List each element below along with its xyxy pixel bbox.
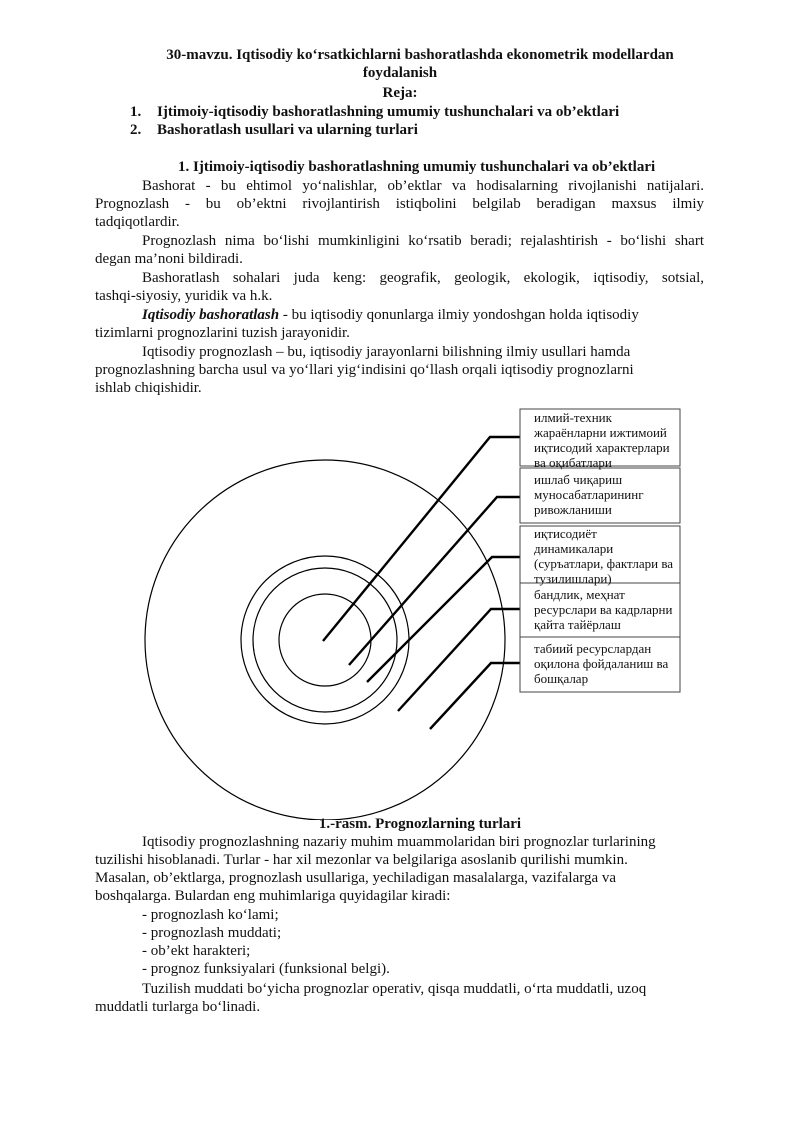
box-4-text [534, 587, 672, 632]
list-item: - prognoz funksiyalari (funksional belgi). [142, 961, 390, 977]
box-line: илмий-техник [534, 410, 612, 425]
plan-label: Reja: [382, 85, 418, 101]
term-iqtisodiy-bashoratlash: Iqtisodiy bashoratlash [142, 307, 280, 323]
plan-item-2-text: Bashoratlash usullari va ularning turlari [157, 122, 418, 138]
box-5-text [534, 641, 668, 686]
list-item: - prognozlash ko‘lami; [142, 907, 279, 923]
section-heading: 1. Ijtimoiy-iqtisodiy bashoratlashning umumiy tushunchalari va ob’ektlari [178, 159, 656, 175]
connector-line-5 [430, 663, 520, 729]
box-line: иқтисодиёт [534, 526, 597, 541]
paragraph-line: boshqalarga. Bulardan eng muhimlariga quyidagilar kiradi: [95, 888, 451, 904]
box-line: оқилона фойдаланиш ва [534, 656, 669, 671]
paragraph-line: Bashorat - bu ehtimol yo‘nalishlar, ob’ektlar va hodisalarning rivojlanishi natijalari. [142, 178, 704, 194]
paragraph-line: Iqtisodiy prognozlashning nazariy muhim muammolaridan biri prognozlar turlarining [142, 834, 656, 850]
paragraph-line: ishlab chiqishidir. [95, 380, 202, 396]
box-line: тузилишлари) [534, 571, 612, 586]
plan-item-1-num: 1. [130, 104, 142, 120]
paragraph-line: Iqtisodiy prognozlash – bu, iqtisodiy jarayonlarni bilishning ilmiy usullari hamda [142, 344, 631, 360]
box-3-text [534, 526, 673, 586]
paragraph-line: Masalan, ob’ektlarga, prognozlash usullariga, yechiladigan masalalarga, vazifalarga va [95, 870, 617, 886]
connector-line-2 [349, 497, 520, 665]
box-1-text [534, 410, 670, 470]
box-line: ишлаб чиқариш [534, 472, 623, 487]
box-line: жараёнларни ижтимоий [534, 425, 667, 440]
paragraph-line: Prognozlash nima bo‘lishi mumkinligini ko‘rsatib beradi; rejalashtirish - bo‘lishi shart [142, 233, 704, 249]
box-line: динамикалари [534, 541, 614, 556]
list-item: - prognozlash muddati; [142, 925, 282, 941]
box-2-text [534, 472, 644, 517]
paragraph-line [142, 306, 639, 324]
paragraph-text: - bu iqtisodiy qonunlarga ilmiy yondoshgan holda iqtisodiy [279, 307, 639, 323]
box-line: ривожланиши [534, 502, 612, 517]
box-line: муносабатларининг [534, 487, 644, 502]
paragraph-line: Prognozlash - bu ob’ektni rivojlantirish istiqbolini belgilab beradigan maxsus ilmiy [95, 196, 704, 212]
paragraph-line: prognozlashning barcha usul va yo‘llari yig‘indisini qo‘llash orqali iqtisodiy prognozlarni [95, 362, 634, 378]
plan-item-2-num: 2. [130, 122, 142, 138]
box-line: ва оқибатлари [534, 455, 612, 470]
paragraph-line: tashqi-siyosiy, yuridik va h.k. [95, 288, 273, 304]
title-line-1: 30-mavzu. Iqtisodiy ko‘rsatkichlarni bashoratlashda ekonometrik modellardan [166, 47, 674, 63]
box-line: бандлик, меҳнат [534, 587, 625, 602]
box-line: қайта тайёрлаш [534, 617, 621, 632]
box-line: бошқалар [534, 671, 589, 686]
box-line: табиий ресурслардан [534, 641, 652, 656]
title-line-2: foydalanish [362, 65, 438, 81]
paragraph-line: muddatli turlarga bo‘linadi. [95, 999, 261, 1015]
paragraph-line: Tuzilish muddati bo‘yicha prognozlar operativ, qisqa muddatli, o‘rta muddatli, uzoq [142, 981, 647, 997]
box-line: ресурслари ва кадрларни [534, 602, 673, 617]
box-line: (суръатлари, фактлари ва [534, 556, 674, 571]
figure-caption: 1.-rasm. Prognozlarning turlari [318, 816, 522, 832]
forecast-types-diagram [0, 400, 800, 820]
paragraph-line: tuzilishi hisoblanadi. Turlar - har xil mezonlar va belgilariga asoslanib qurilishi mumkin. [95, 852, 628, 868]
plan-item-1-text: Ijtimoiy-iqtisodiy bashoratlashning umumiy tushunchalari va ob’ektlari [157, 104, 620, 120]
box-line: иқтисодий характерлари [534, 440, 670, 455]
paragraph-line: degan ma’noni bildiradi. [95, 251, 243, 267]
connector-line-4 [398, 609, 520, 711]
paragraph-line: Bashoratlash sohalari juda keng: geografik, geologik, ekologik, iqtisodiy, sotsial, [142, 270, 704, 286]
paragraph-line: tizimlarni prognozlarini tuzish jarayonidir. [95, 325, 350, 341]
paragraph-line: tadqiqotlardir. [95, 214, 180, 230]
list-item: - ob’ekt harakteri; [142, 943, 251, 959]
